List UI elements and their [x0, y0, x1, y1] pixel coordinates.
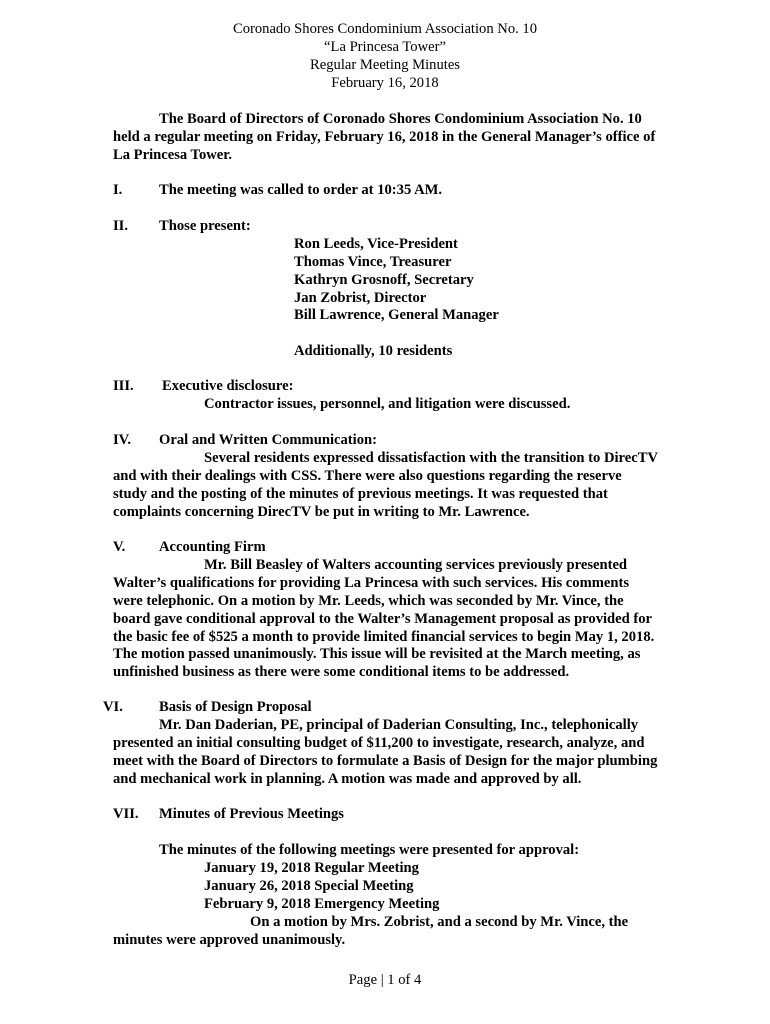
section-body-line: unfinished business as there were some conditional items to be addressed.: [113, 664, 570, 680]
header-meeting-type: Regular Meeting Minutes: [310, 57, 460, 73]
section-body-line: On a motion by Mrs. Zobrist, and a second by Mr. Vince, the: [250, 914, 629, 930]
additional-attendees: Additionally, 10 residents: [294, 343, 453, 359]
section-body-line: Mr. Dan Daderian, PE, principal of Daderian Consulting, Inc., telephonically: [159, 717, 639, 733]
section-body-line: Walter’s qualifications for providing La Princesa with such services. His comments: [113, 575, 630, 591]
section-number: IV.: [113, 432, 131, 448]
section-body-line: Several residents expressed dissatisfaction with the transition to DirecTV: [204, 450, 659, 466]
attendee: Kathryn Grosnoff, Secretary: [294, 272, 474, 288]
attendee: Bill Lawrence, General Manager: [294, 307, 499, 323]
section-heading-present: Those present:: [159, 218, 251, 234]
section-heading-design: Basis of Design Proposal: [159, 699, 312, 715]
section-body-line: study and the posting of the minutes of previous meetings. It was requested that: [113, 486, 608, 502]
section-number: I.: [113, 182, 123, 198]
section-number: III.: [113, 378, 134, 394]
section-body-line: complaints concerning DirecTV be put in writing to Mr. Lawrence.: [113, 504, 530, 520]
section-body: Contractor issues, personnel, and litigation were discussed.: [204, 396, 571, 412]
section-number: V.: [113, 539, 126, 555]
header-tower: “La Princesa Tower”: [324, 39, 446, 55]
section-body-line: minutes were approved unanimously.: [113, 932, 346, 948]
section-heading-executive: Executive disclosure:: [162, 378, 294, 394]
intro-line: held a regular meeting on Friday, February 16, 2018 in the General Manager’s office of: [113, 129, 656, 145]
section-body-line: presented an initial consulting budget of $11,200 to investigate, research, analyze, and: [113, 735, 645, 751]
attendee: Jan Zobrist, Director: [294, 290, 427, 306]
meeting-item: January 19, 2018 Regular Meeting: [204, 860, 419, 876]
header-association: Coronado Shores Condominium Association No. 10: [232, 21, 538, 37]
section-body-line: board gave conditional approval to the Walter’s Management proposal as provided for: [113, 611, 653, 627]
section-body-line: and with their dealings with CSS. There were also questions regarding the reserve: [113, 468, 622, 484]
section-body-line: meet with the Board of Directors to formulate a Basis of Design for the major plumbing: [113, 753, 658, 769]
section-number: II.: [113, 218, 129, 234]
intro-line: The Board of Directors of Coronado Shores Condominium Association No. 10: [159, 111, 642, 127]
section-body-line: and mechanical work in planning. A motion was made and approved by all.: [113, 771, 582, 787]
page-number: Page | 1 of 4: [348, 972, 422, 988]
section-body-line: The motion passed unanimously. This issue will be revisited at the March meeting, as: [113, 646, 641, 662]
section-body-line: were telephonic. On a motion by Mr. Leeds, which was seconded by Mr. Vince, the: [113, 593, 624, 609]
intro-line: La Princesa Tower.: [113, 147, 233, 163]
section-heading-accounting: Accounting Firm: [159, 539, 266, 555]
meeting-item: February 9, 2018 Emergency Meeting: [204, 896, 440, 912]
meeting-item: January 26, 2018 Special Meeting: [204, 878, 414, 894]
section-number: VI.: [103, 699, 123, 715]
section-body-line: Mr. Bill Beasley of Walters accounting services previously presented: [204, 557, 628, 573]
section-number: VII.: [113, 806, 139, 822]
section-heading-communication: Oral and Written Communication:: [159, 432, 377, 448]
section-call-to-order: The meeting was called to order at 10:35 AM.: [159, 182, 443, 198]
section-body-line: The minutes of the following meetings were presented for approval:: [159, 842, 580, 858]
section-heading-minutes: Minutes of Previous Meetings: [159, 806, 344, 822]
section-body-line: the basic fee of $525 a month to provide limited financial services to begin May 1, 2018.: [113, 629, 655, 645]
attendee: Ron Leeds, Vice-President: [294, 236, 458, 252]
attendee: Thomas Vince, Treasurer: [294, 254, 452, 270]
header-date: February 16, 2018: [331, 75, 439, 91]
